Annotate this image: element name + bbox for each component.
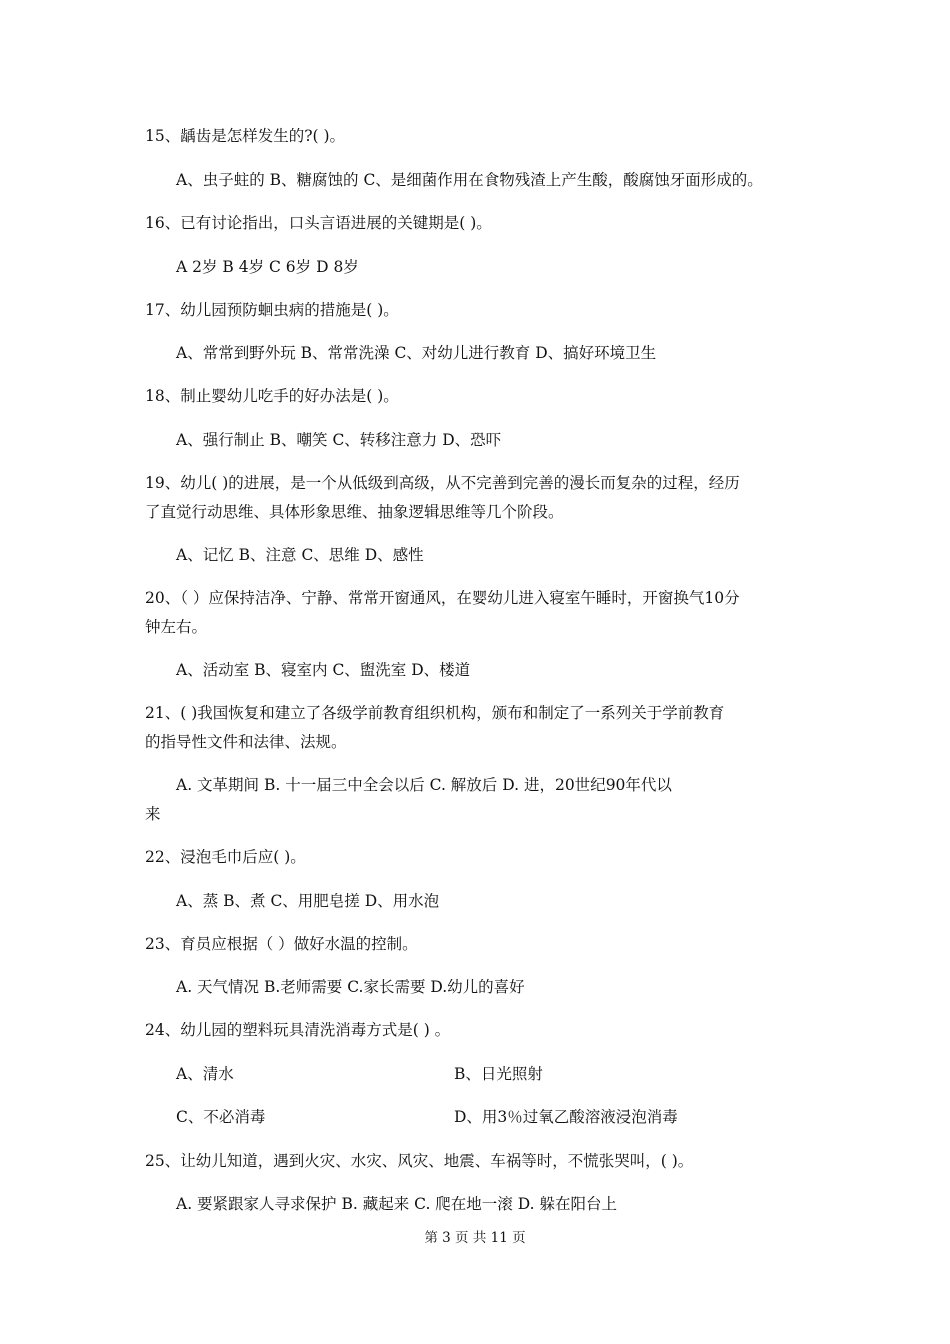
question-options: A 2岁 B 4岁 C 6岁 D 8岁 [176,258,359,276]
option-a: A、清水 [176,1065,234,1083]
question-stem: 20、（ ）应保持洁净、宁静、常常开窗通风，在婴幼儿进入寝室午睡时，开窗换气10分 [145,589,740,607]
question-options-continuation: 来 [145,805,161,823]
question-stem-continuation: 钟左右。 [145,618,208,636]
question-options: A、蒸 B、煮 C、用肥皂搓 D、用水泡 [176,892,440,910]
question-stem-continuation: 了直觉行动思维、具体形象思维、抽象逻辑思维等几个阶段。 [145,503,564,521]
question-options: A、记忆 B、注意 C、思维 D、感性 [176,546,424,564]
question-stem: 16、已有讨论指出，口头言语进展的关键期是( )。 [145,214,492,232]
question-stem: 19、幼儿( )的进展，是一个从低级到高级，从不完善到完善的漫长而复杂的过程，经历 [145,474,740,492]
question-stem-continuation: 的指导性文件和法律、法规。 [145,733,347,751]
question-stem: 23、育员应根据（ ）做好水温的控制。 [145,935,418,953]
question-stem: 21、( )我国恢复和建立了各级学前教育组织机构，颁布和制定了一系列关于学前教育 [145,704,725,722]
question-stem: 17、幼儿园预防蛔虫病的措施是( )。 [145,301,399,319]
question-stem: 22、浸泡毛巾后应( )。 [145,848,306,866]
option-d: D、用3％过氧乙酸溶液浸泡消毒 [454,1108,678,1126]
question-stem: 18、制止婴幼儿吃手的好办法是( )。 [145,387,399,405]
question-options: A、强行制止 B、嘲笑 C、转移注意力 D、恐吓 [176,431,502,449]
question-options: A、虫子蛀的 B、糖腐蚀的 C、是细菌作用在食物残渣上产生酸，酸腐蚀牙面形成的。 [176,171,763,189]
question-options: A、常常到野外玩 B、常常洗澡 C、对幼儿进行教育 D、搞好环境卫生 [176,344,657,362]
question-options: A. 文革期间 B. 十一届三中全会以后 C. 解放后 D. 进，20世纪90年代以 [176,776,672,794]
question-options: A、活动室 B、寝室内 C、盥洗室 D、楼道 [176,661,471,679]
question-stem: 25、让幼儿知道，遇到火灾、水灾、风灾、地震、车祸等时，不慌张哭叫，( )。 [145,1152,694,1170]
option-b: B、日光照射 [454,1065,543,1083]
question-stem: 24、幼儿园的塑料玩具清洗消毒方式是( ) 。 [145,1021,451,1039]
option-c: C、不必消毒 [176,1108,266,1126]
question-stem: 15、龋齿是怎样发生的?( )。 [145,127,346,145]
page-footer: 第 3 页 共 11 页 [424,1230,526,1246]
question-options: A. 天气情况 B.老师需要 C.家长需要 D.幼儿的喜好 [176,978,525,996]
question-options: A. 要紧跟家人寻求保护 B. 藏起来 C. 爬在地一滚 D. 躲在阳台上 [176,1195,617,1213]
